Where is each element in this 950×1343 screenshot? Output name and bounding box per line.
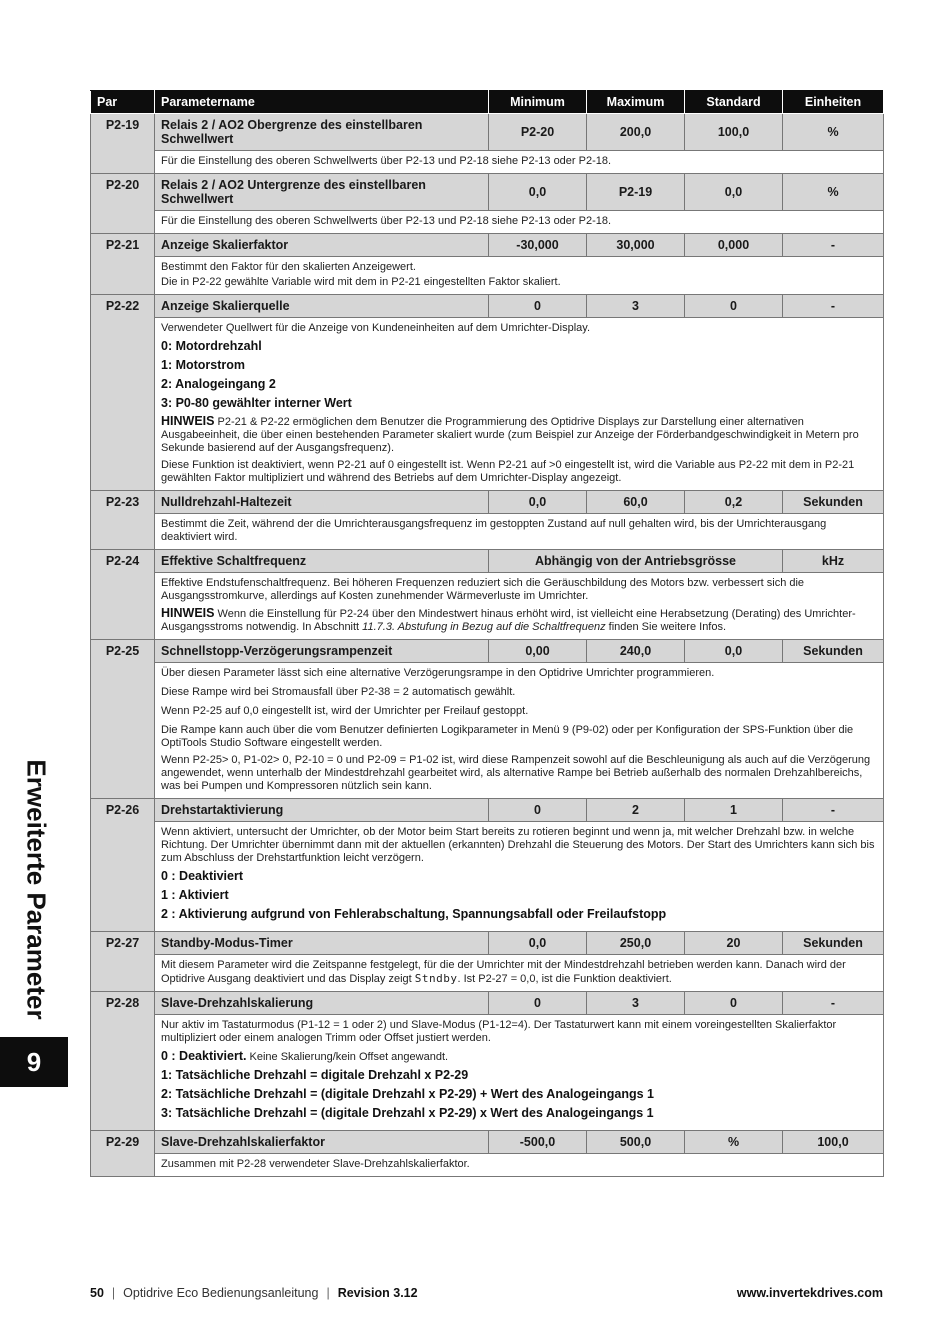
table-row <box>91 114 884 151</box>
description-paragraph: Diese Rampe wird bei Stromausfall über P2-38 = 2 automatisch gewählt. <box>161 686 516 698</box>
description-paragraph: Bestimmt die Zeit, während der die Umrichterausgangsfrequenz im gestoppten Zustand auf null gehalten wird, bis der Umrichterausgang deaktiviert wird. <box>161 518 827 543</box>
param-min: 0,0 <box>489 174 587 211</box>
param-description <box>155 257 884 295</box>
note-paragraph <box>161 607 877 634</box>
param-id: P2-27 <box>91 932 155 992</box>
param-description <box>155 514 884 550</box>
note-text: Wenn die Einstellung für P2-24 über den Mindestwert hinaus erhöht wird, ist vielleicht eine Herabsetzung (Derating) des Umrichter-Ausgangsstroms notwendig. In Abschnitt <box>161 608 856 633</box>
table-row <box>91 640 884 663</box>
param-description <box>155 151 884 174</box>
param-description <box>155 573 884 640</box>
param-max: 3 <box>587 295 685 318</box>
description-paragraph: Wenn P2-25 auf 0,0 eingestellt ist, wird der Umrichter per Freilauf gestoppt. <box>161 705 529 717</box>
param-max: 500,0 <box>587 1131 685 1154</box>
table-row-description <box>91 573 884 640</box>
param-description <box>155 1015 884 1131</box>
description-paragraph: Bestimmt den Faktor für den skalierten Anzeigewert. <box>161 261 416 273</box>
table-row <box>91 932 884 955</box>
param-id: P2-29 <box>91 1131 155 1177</box>
parameter-table <box>90 90 884 1177</box>
param-id: P2-26 <box>91 799 155 932</box>
param-id: P2-20 <box>91 174 155 234</box>
table-row <box>91 550 884 573</box>
col-header-name: Parametername <box>155 91 489 114</box>
description-paragraph: Nur aktiv im Tastaturmodus (P1-12 = 1 oder 2) und Slave-Modus (P1-12=4). Der Tastaturwert kann mit einem voreingestellten Skalierfaktor multipliziert oder einem analogen Trimm oder Offset justiert werden. <box>161 1019 837 1044</box>
param-min: 0 <box>489 799 587 822</box>
table-row <box>91 174 884 211</box>
param-name: Nulldrehzahl-Haltezeit <box>155 491 489 514</box>
param-unit: kHz <box>783 550 884 573</box>
param-default: 0 <box>685 295 783 318</box>
param-name: Anzeige Skalierquelle <box>155 295 489 318</box>
table-row <box>91 234 884 257</box>
revision-label: Revision 3.12 <box>337 1286 418 1300</box>
table-row-description <box>91 514 884 550</box>
param-description <box>155 663 884 799</box>
param-id: P2-28 <box>91 992 155 1131</box>
option-item <box>161 1049 877 1064</box>
col-header-unit: Einheiten <box>783 91 884 114</box>
param-unit: Sekunden <box>783 491 884 514</box>
param-id: P2-24 <box>91 550 155 640</box>
param-name: Effektive Schaltfrequenz <box>155 550 489 573</box>
table-row-description <box>91 1154 884 1177</box>
param-max: 250,0 <box>587 932 685 955</box>
param-default: % <box>685 1131 783 1154</box>
table-row-description <box>91 955 884 992</box>
param-name: Relais 2 / AO2 Obergrenze des einstellbaren Schwellwert <box>155 114 489 151</box>
option-label: 0 : Deaktiviert. <box>161 1049 247 1063</box>
param-max: 240,0 <box>587 640 685 663</box>
description-text-end: . Ist P2-27 = 0,0, ist die Funktion deaktiviert. <box>457 973 672 985</box>
param-unit: 100,0 <box>783 1131 884 1154</box>
table-row-description <box>91 318 884 491</box>
option-item: 1 : Aktiviert <box>161 888 229 902</box>
table-row <box>91 491 884 514</box>
description-paragraph: Über diesen Parameter lässt sich eine alternative Verzögerungsrampe in den Optidrive Umrichter programmieren. <box>161 667 715 679</box>
param-unit: - <box>783 295 884 318</box>
param-max: 200,0 <box>587 114 685 151</box>
param-unit: - <box>783 992 884 1015</box>
table-row-description <box>91 151 884 174</box>
param-max: P2-19 <box>587 174 685 211</box>
description-paragraph: Die in P2-22 gewählte Variable wird mit dem in P2-21 eingestellten Faktor skaliert. <box>161 276 561 288</box>
option-item: 1: Motorstrom <box>161 358 246 372</box>
page-number: 50 <box>90 1286 104 1300</box>
description-paragraph: Diese Funktion ist deaktiviert, wenn P2-21 auf 0 eingestellt ist. Wenn P2-21 auf >0 eingestellt ist, wird die Variable aus P2-22 mit dem in P2-21 gewählten Faktor multipliziert und während des Betriebs auf dem Umrichter-Display angezeigt. <box>161 459 855 484</box>
param-min: P2-20 <box>489 114 587 151</box>
chapter-title-text: Erweiterte Parameter <box>21 758 52 1020</box>
param-default: 100,0 <box>685 114 783 151</box>
table-row <box>91 295 884 318</box>
param-min: -500,0 <box>489 1131 587 1154</box>
note-text-end: finden Sie weitere Infos. <box>605 621 727 633</box>
description-paragraph: Für die Einstellung des oberen Schwellwerts über P2-13 und P2-18 siehe P2-13 oder P2-18. <box>161 215 612 227</box>
option-item: 1: Tatsächliche Drehzahl = digitale Drehzahl x P2-29 <box>161 1068 469 1082</box>
param-default: 1 <box>685 799 783 822</box>
param-default: 0,0 <box>685 640 783 663</box>
option-item: 3: Tatsächliche Drehzahl = (digitale Drehzahl x P2-29) x Wert des Analogeingangs 1 <box>161 1106 654 1120</box>
param-description <box>155 211 884 234</box>
description-paragraph: Zusammen mit P2-28 verwendeter Slave-Drehzahlskalierfaktor. <box>161 1158 470 1170</box>
param-id: P2-23 <box>91 491 155 550</box>
table-row-description <box>91 257 884 295</box>
param-description <box>155 1154 884 1177</box>
param-range: Abhängig von der Antriebsgrösse <box>489 550 783 573</box>
table-row-description <box>91 822 884 932</box>
note-paragraph <box>161 415 877 455</box>
param-min: 0,00 <box>489 640 587 663</box>
param-min: 0,0 <box>489 932 587 955</box>
page-footer <box>90 1286 883 1300</box>
param-min: 0 <box>489 992 587 1015</box>
chapter-number-tab: 9 <box>0 1037 68 1087</box>
param-default: 20 <box>685 932 783 955</box>
website-link[interactable]: www.invertekdrives.com <box>736 1286 883 1300</box>
description-paragraph: Wenn P2-25> 0, P1-02> 0, P2-10 = 0 und P2-09 = P1-02 ist, wird diese Rampenzeit sowohl auf die Beschleunigung als auch auf die Verzögerung angewendet, wenn unterhalb der Mindestdrehzahl gearbeitet wird, als alternative Rampe bei Betrieb außerhalb des normalen Drehzahlbereichs, was bei Pumpen und Kompressoren nützlich sein kann. <box>161 754 871 792</box>
footer-separator: | <box>111 1286 116 1300</box>
param-min: -30,000 <box>489 234 587 257</box>
option-item: 2 : Aktivierung aufgrund von Fehlerabschaltung, Spannungsabfall oder Freilaufstopp <box>161 907 667 921</box>
param-max: 60,0 <box>587 491 685 514</box>
param-default: 0 <box>685 992 783 1015</box>
param-id: P2-21 <box>91 234 155 295</box>
param-unit: Sekunden <box>783 932 884 955</box>
param-unit: % <box>783 174 884 211</box>
param-unit: % <box>783 114 884 151</box>
footer-left <box>90 1286 418 1300</box>
table-row <box>91 1131 884 1154</box>
description-paragraph: Wenn aktiviert, untersucht der Umrichter, ob der Motor beim Start bereits zu rotieren beginnt und wenn ja, mit welcher Drehzahl bzw. in welche Richtung. Der Umrichter übernimmt dann mit der aktuellen (erkannten) Drehzahl die Steuerung des Motors. Der Start des Umrichters kann sich bis zum Abschluss der Drehstartfunktion leicht verzögern. <box>161 826 875 864</box>
col-header-std: Standard <box>685 91 783 114</box>
param-min: 0,0 <box>489 491 587 514</box>
param-default: 0,0 <box>685 174 783 211</box>
param-name: Schnellstopp-Verzögerungsrampenzeit <box>155 640 489 663</box>
table-row-description <box>91 663 884 799</box>
chapter-side-title <box>6 750 66 1028</box>
table-row-description <box>91 1015 884 1131</box>
description-paragraph: Effektive Endstufenschaltfrequenz. Bei höheren Frequenzen reduziert sich die Geräuschbildung des Motors bzw. verbessert sich die Ausgangsstromkurve, allerdings auf Kosten zunehmender Wärmeverluste im Umrichter. <box>161 577 805 602</box>
col-header-par: Par <box>91 91 155 114</box>
option-text: Keine Skalierung/kein Offset angewandt. <box>246 1051 449 1063</box>
param-name: Slave-Drehzahlskalierung <box>155 992 489 1015</box>
param-default: 0,2 <box>685 491 783 514</box>
param-name: Slave-Drehzahlskalierfaktor <box>155 1131 489 1154</box>
description-paragraph <box>161 959 877 986</box>
table-header-row <box>91 91 884 114</box>
table-row <box>91 992 884 1015</box>
note-label: HINWEIS <box>161 606 215 620</box>
param-id: P2-19 <box>91 114 155 174</box>
col-header-min: Minimum <box>489 91 587 114</box>
option-item: 2: Analogeingang 2 <box>161 377 276 391</box>
param-id: P2-25 <box>91 640 155 799</box>
description-text: Mit diesem Parameter wird die Zeitspanne festgelegt, für die der Umrichter mit der Mindestdrehzahl betrieben werden kann. Danach wird der Optidrive Ausgang deaktiviert und das Display zeigt <box>161 959 846 985</box>
param-unit: - <box>783 799 884 822</box>
param-unit: - <box>783 234 884 257</box>
manual-title: Optidrive Eco Bedienungsanleitung <box>123 1286 319 1300</box>
param-max: 3 <box>587 992 685 1015</box>
option-item: 3: P0-80 gewählter interner Wert <box>161 396 352 410</box>
option-item: 0 : Deaktiviert <box>161 869 243 883</box>
param-max: 30,000 <box>587 234 685 257</box>
param-id: P2-22 <box>91 295 155 491</box>
param-description <box>155 955 884 992</box>
option-item: 2: Tatsächliche Drehzahl = (digitale Drehzahl x P2-29) + Wert des Analogeingangs 1 <box>161 1087 654 1101</box>
param-name: Relais 2 / AO2 Untergrenze des einstellbaren Schwellwert <box>155 174 489 211</box>
section-reference: 11.7.3. Abstufung in Bezug auf die Schaltfrequenz <box>362 621 606 633</box>
description-paragraph: Für die Einstellung des oberen Schwellwerts über P2-13 und P2-18 siehe P2-13 oder P2-18. <box>161 155 612 167</box>
param-default: 0,000 <box>685 234 783 257</box>
description-paragraph: Die Rampe kann auch über die vom Benutzer definierten Logikparameter in Menü 9 (P9-02) oder per Konfiguration der SPS-Funktion über die OptiTools Studio Software eingestellt werden. <box>161 724 854 749</box>
option-item: 0: Motordrehzahl <box>161 339 262 353</box>
param-description <box>155 822 884 932</box>
footer-separator: | <box>326 1286 330 1300</box>
param-name: Standby-Modus-Timer <box>155 932 489 955</box>
param-max: 2 <box>587 799 685 822</box>
param-name: Drehstartaktivierung <box>155 799 489 822</box>
note-text: P2-21 & P2-22 ermöglichen dem Benutzer die Programmierung des Optidrive Displays zur Darstellung einer alternativen Ausgabeeinheit, die über einen bestehenden Parameter skaliert wurde (zum Beispiel zur Anzeige der Förderbandgeschwindigkeit in Metern pro Sekunde basierend auf der Ausgangsfrequenz). <box>161 416 859 454</box>
param-description <box>155 318 884 491</box>
param-min: 0 <box>489 295 587 318</box>
col-header-max: Maximum <box>587 91 685 114</box>
param-unit: Sekunden <box>783 640 884 663</box>
table-row <box>91 799 884 822</box>
table-row-description <box>91 211 884 234</box>
note-label: HINWEIS <box>161 414 215 428</box>
display-standby-readout: Stndby <box>414 972 458 985</box>
description-paragraph: Verwendeter Quellwert für die Anzeige von Kundeneinheiten auf dem Umrichter-Display. <box>161 322 591 334</box>
param-name: Anzeige Skalierfaktor <box>155 234 489 257</box>
